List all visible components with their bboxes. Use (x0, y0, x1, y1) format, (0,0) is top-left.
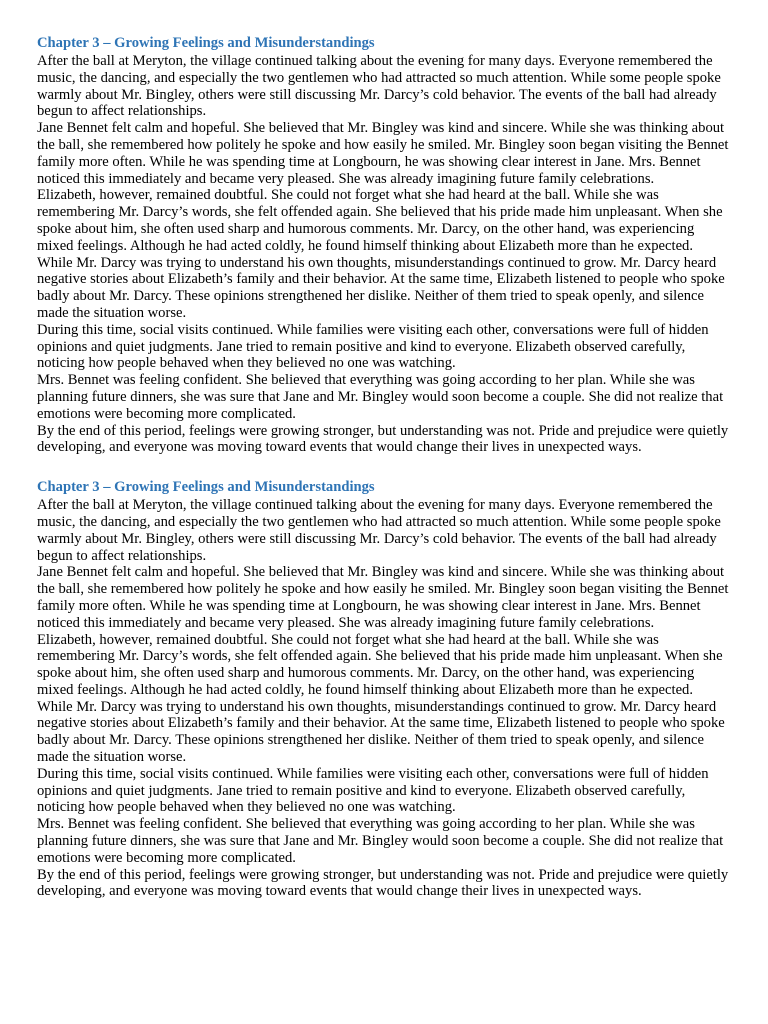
paragraph: By the end of this period, feelings were growing stronger, but understanding was not. Pride and prejudice were quietly developing, and everyone was moving toward events that would change their lives in unexpected ways. (37, 422, 729, 456)
chapter-heading: Chapter 3 – Growing Feelings and Misunderstandings (37, 35, 375, 51)
paragraph: Mrs. Bennet was feeling confident. She believed that everything was going according to her plan. While she was planning future dinners, she was sure that Jane and Mr. Bingley would soon become a couple. She did not realize that emotions were becoming more complicated. (37, 372, 724, 422)
paragraph: Jane Bennet felt calm and hopeful. She believed that Mr. Bingley was kind and sincere. While she was thinking about the ball, she remembered how politely he spoke and how easily he smiled. Mr. Bingley soon began visiting the Bennet family more often. While he was spending time at Longbourn, he was showing clear interest in Jane. Mrs. Bennet noticed this immediately and became very pleased. She was already imagining future family celebrations. (37, 120, 729, 187)
paragraph: Jane Bennet felt calm and hopeful. She believed that Mr. Bingley was kind and sincere. While she was thinking about the ball, she remembered how politely he spoke and how easily he smiled. Mr. Bingley soon began visiting the Bennet family more often. While he was spending time at Longbourn, he was showing clear interest in Jane. Mrs. Bennet noticed this immediately and became very pleased. She was already imagining future family celebrations. (37, 564, 729, 631)
paragraph: While Mr. Darcy was trying to understand his own thoughts, misunderstandings continued to grow. Mr. Darcy heard negative stories about Elizabeth’s family and their behavior. At the same time, Elizabeth listened to people who spoke badly about Mr. Darcy. These opinions strengthened her dislike. Neither of them tried to speak openly, and silence made the situation worse. (37, 698, 725, 766)
paragraph: After the ball at Meryton, the village continued talking about the evening for many days. Everyone remembered the music, the dancing, and especially the two gentlemen who had attracted so much attention. While some people spoke warmly about Mr. Bingley, others were still discussing Mr. Darcy’s cold behavior. The events of the ball had already begun to affect relationships. (37, 497, 721, 564)
paragraph: Mrs. Bennet was feeling confident. She believed that everything was going according to her plan. While she was planning future dinners, she was sure that Jane and Mr. Bingley would soon become a couple. She did not realize that emotions were becoming more complicated. (37, 816, 724, 866)
paragraph: By the end of this period, feelings were growing stronger, but understanding was not. Pride and prejudice were quietly developing, and everyone was moving toward events that would change their lives in unexpected ways. (37, 866, 729, 900)
paragraph: While Mr. Darcy was trying to understand his own thoughts, misunderstandings continued to grow. Mr. Darcy heard negative stories about Elizabeth’s family and their behavior. At the same time, Elizabeth listened to people who spoke badly about Mr. Darcy. These opinions strengthened her dislike. Neither of them tried to speak openly, and silence made the situation worse. (37, 254, 725, 321)
paragraph: Elizabeth, however, remained doubtful. She could not forget what she had heard at the ball. While she was remembering Mr. Darcy’s words, she felt offended again. She believed that his pride made him unpleasant. When she spoke about him, she often used sharp and humorous comments. Mr. Darcy, on the other hand, was experiencing mixed feelings. Although he had acted coldly, he found himself thinking about Elizabeth more than he expected. (37, 631, 723, 698)
paragraph: After the ball at Meryton, the village continued talking about the evening for many days. Everyone remembered the music, the dancing, and especially the two gentlemen who had attracted so much attention. While some people spoke warmly about Mr. Bingley, others were still discussing Mr. Darcy’s cold behavior. The events of the ball had already begun to affect relationships. (37, 53, 721, 120)
paragraph: During this time, social visits continued. While families were visiting each other, conversations were full of hidden opinions and quiet judgments. Jane tried to remain positive and kind to everyone. Elizabeth observed carefully, noticing how people behaved when they believed no one was watching. (37, 765, 709, 816)
chapter-heading: Chapter 3 – Growing Feelings and Misunderstandings (37, 479, 375, 496)
chapter-section (37, 32, 730, 456)
chapter-section (37, 476, 730, 900)
paragraph: Elizabeth, however, remained doubtful. She could not forget what she had heard at the ball. While she was remembering Mr. Darcy’s words, she felt offended again. She believed that his pride made him unpleasant. When she spoke about him, she often used sharp and humorous comments. Mr. Darcy, on the other hand, was experiencing mixed feelings. Although he had acted coldly, he found himself thinking about Elizabeth more than he expected. (37, 187, 723, 254)
paragraph: During this time, social visits continued. While families were visiting each other, conversations were full of hidden opinions and quiet judgments. Jane tried to remain positive and kind to everyone. Elizabeth observed carefully, noticing how people behaved when they believed no one was watching. (37, 321, 709, 372)
